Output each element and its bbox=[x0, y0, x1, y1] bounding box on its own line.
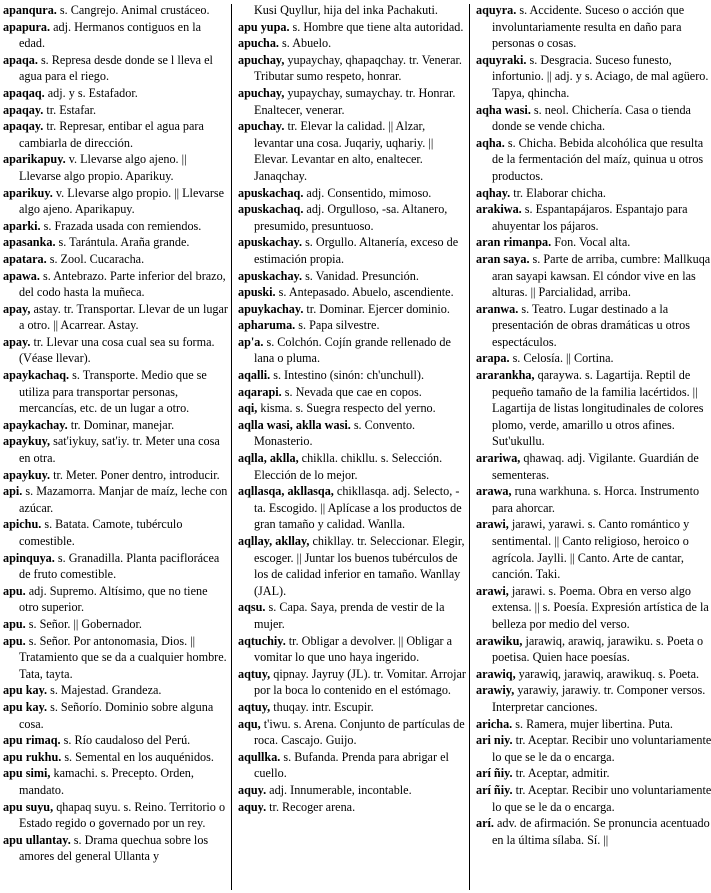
entry-definition: qaraywa. s. Lagartija. Reptil de pequeño tamaño de la familia lacértidos. || Lagartija de listas longitudinales de colores plomo, verde, amarillo u otros afines. Sut'ukullu. bbox=[492, 368, 704, 449]
entry-headword: apharuma. bbox=[238, 318, 296, 333]
dictionary-entry bbox=[238, 599, 467, 632]
entry-definition: tr. Aceptar. Recibir uno voluntariamente lo que se le da o encarga. bbox=[492, 782, 711, 814]
dictionary-entry bbox=[476, 716, 711, 733]
dictionary-entry bbox=[476, 583, 711, 633]
dictionary-entry bbox=[238, 185, 467, 202]
entry-headword: apucha. bbox=[238, 36, 279, 51]
entry-headword: aqha. bbox=[476, 135, 505, 150]
entry-definition: s. Abuelo. bbox=[278, 36, 332, 51]
entry-headword: apuchay. bbox=[238, 119, 285, 134]
dictionary-entry bbox=[3, 118, 229, 151]
entry-definition: qhapaq suyu. s. Reino. Territorio o Estado regido o governado por un rey. bbox=[19, 799, 226, 831]
entry-definition: v. Llevarse algo ajeno. || Llevarse algo propio. Aparikuy. bbox=[19, 152, 187, 183]
entry-definition: adj. Consentido, mimoso. bbox=[303, 185, 432, 200]
dictionary-entry bbox=[3, 732, 229, 749]
dictionary-entry bbox=[238, 400, 467, 417]
entry-headword: apinquya. bbox=[3, 550, 55, 565]
entry-definition: s. Accidente. Suceso o acción que involuntariamente resulta en daño para personas o cosas. bbox=[492, 3, 685, 51]
dictionary-entry bbox=[476, 251, 711, 301]
dictionary-entry bbox=[3, 616, 229, 633]
entry-headword: arí ñiy. bbox=[476, 782, 513, 797]
dictionary-entry bbox=[476, 765, 711, 782]
column-left bbox=[3, 2, 229, 893]
entry-headword: apay. bbox=[3, 334, 31, 349]
dictionary-entry bbox=[238, 19, 467, 36]
entry-definition: s. Colchón. Cojín grande rellenado de lana o pluma. bbox=[254, 334, 451, 366]
entry-definition: qipnay. Jayruy (JL). tr. Vomitar. Arrojar por la boca lo contenido en el estómago. bbox=[254, 666, 466, 698]
column-middle bbox=[234, 2, 467, 893]
entry-headword: aqllasqa, akllasqa, bbox=[238, 484, 334, 499]
dictionary-entry bbox=[476, 301, 711, 351]
dictionary-entry bbox=[238, 450, 467, 483]
entry-headword: apawa. bbox=[3, 268, 40, 283]
entry-headword: arawi, bbox=[476, 517, 509, 532]
dictionary-entry bbox=[476, 367, 711, 450]
entry-headword: ap'a. bbox=[238, 334, 264, 349]
dictionary-entry bbox=[238, 666, 467, 699]
dictionary-entry bbox=[3, 234, 229, 251]
dictionary-entry bbox=[238, 284, 467, 301]
entry-definition: adj. Innumerable, incontable. bbox=[266, 782, 412, 797]
dictionary-entry bbox=[3, 2, 229, 19]
entry-definition: s. Celosía. || Cortina. bbox=[509, 351, 614, 366]
entry-definition: tr. Estafar. bbox=[43, 102, 97, 117]
entry-headword: apu. bbox=[3, 583, 26, 598]
dictionary-entry bbox=[238, 799, 467, 816]
entry-headword: aquy. bbox=[238, 799, 267, 814]
dictionary-entry bbox=[238, 301, 467, 318]
entry-definition: tr. Dominar, manejar. bbox=[67, 417, 175, 432]
entry-headword: arapa. bbox=[476, 351, 510, 366]
dictionary-entry bbox=[3, 699, 229, 732]
entry-headword: aqu, bbox=[238, 716, 261, 731]
entry-definition: adj. Supremo. Altísimo, que no tiene otro superior. bbox=[19, 583, 208, 615]
entry-definition: s. Semental en los auquénidos. bbox=[61, 749, 214, 764]
dictionary-entry bbox=[238, 384, 467, 401]
entry-definition: tr. Meter. Poner dentro, introducir. bbox=[50, 467, 220, 482]
dictionary-entry bbox=[238, 483, 467, 533]
dictionary-entry bbox=[3, 417, 229, 434]
entry-headword: ari niy. bbox=[476, 733, 513, 748]
entry-headword: apuski. bbox=[238, 285, 276, 300]
entry-headword: aqullka. bbox=[238, 749, 281, 764]
entry-definition: s. Granadilla. Planta paciflorácea de fruto comestible. bbox=[19, 550, 220, 582]
entry-headword: aparki. bbox=[3, 218, 41, 233]
dictionary-entry bbox=[238, 699, 467, 716]
dictionary-entry bbox=[3, 185, 229, 218]
entry-definition: s. Zool. Cucaracha. bbox=[46, 251, 145, 266]
entry-definition: s. Bufanda. Prenda para abrigar el cuello. bbox=[254, 749, 449, 781]
entry-headword: apaqa. bbox=[3, 52, 38, 67]
dictionary-entry bbox=[476, 350, 711, 367]
dictionary-entry bbox=[3, 151, 229, 184]
dictionary-entry bbox=[3, 483, 229, 516]
entry-headword: apaykuy, bbox=[3, 434, 51, 449]
entry-headword: arariwa, bbox=[476, 451, 521, 466]
entry-headword: apaykuy. bbox=[3, 467, 51, 482]
dictionary-entry bbox=[238, 234, 467, 267]
entry-headword: apuchay, bbox=[238, 85, 285, 100]
entry-headword: apu. bbox=[3, 633, 26, 648]
entry-definition: adv. de afirmación. Se pronuncia acentuado en la última sílaba. Sí. || bbox=[492, 816, 710, 847]
entry-headword: arawa, bbox=[476, 484, 512, 499]
dictionary-entry bbox=[3, 218, 229, 235]
entry-headword: aqarapi. bbox=[238, 384, 282, 399]
dictionary-entry bbox=[476, 102, 711, 135]
entry-definition: yupaychay, sumaychay. tr. Honrar. Enaltecer, venerar. bbox=[254, 85, 456, 117]
entry-definition: chikllasqa. adj. Selecto, -ta. Escogido. || Aplícase a los productos de gran tamaño y calidad. Wanlla. bbox=[254, 484, 462, 532]
dictionary-entry bbox=[238, 533, 467, 599]
entry-definition: s. Frazada usada con remiendos. bbox=[40, 218, 202, 233]
dictionary-entry bbox=[238, 417, 467, 450]
entry-definition: jarawiq, arawiq, jarawiku. s. Poeta o poetisa. Quien hace poesías. bbox=[492, 633, 704, 665]
entry-headword: aran rimanpa. bbox=[476, 235, 552, 250]
dictionary-entry bbox=[3, 268, 229, 301]
entry-headword: apasanka. bbox=[3, 235, 56, 250]
dictionary-entry bbox=[476, 516, 711, 582]
dictionary-entry bbox=[238, 367, 467, 384]
entry-headword: apu kay. bbox=[3, 683, 48, 698]
entry-headword: apu rimaq. bbox=[3, 733, 61, 748]
entry-headword: aqhay. bbox=[476, 185, 511, 200]
entry-headword: apu rukhu. bbox=[3, 749, 62, 764]
dictionary-entry bbox=[476, 782, 711, 815]
entry-definition: s. Chicha. Bebida alcohólica que resulta de la fermentación del maíz, quinua u otros productos. bbox=[492, 135, 704, 183]
entry-definition: kisma. s. Suegra respecto del yerno. bbox=[257, 401, 436, 416]
dictionary-entry bbox=[238, 85, 467, 118]
entry-definition: astay. tr. Transportar. Llevar de un lugar a otro. || Acarrear. Astay. bbox=[19, 301, 228, 333]
entry-headword: apuykachay. bbox=[238, 301, 304, 316]
entry-definition: s. Majestad. Grandeza. bbox=[47, 683, 162, 698]
entry-definition: kamachi. s. Precepto. Orden, mandato. bbox=[19, 766, 194, 797]
entry-definition: tr. Elevar la calidad. || Alzar, levantar una cosa. Juqariy, uqhariy. || Elevar. Levantar en alto, enaltecer. Janaqchay. bbox=[254, 119, 434, 183]
column-divider bbox=[231, 4, 232, 890]
dictionary-entry bbox=[238, 52, 467, 85]
entry-headword: apuskachay. bbox=[238, 235, 303, 250]
dictionary-entry bbox=[3, 85, 229, 102]
dictionary-entry bbox=[476, 815, 711, 848]
entry-definition: jarawi, yarawi. s. Canto romántico y sentimental. || Canto religioso, heroico o agrícola. Jaylli. || Canto. Arte de cantar, canción. Taki. bbox=[492, 517, 690, 582]
entry-headword: aqalli. bbox=[238, 368, 271, 383]
entry-headword: aqtuy, bbox=[238, 666, 271, 681]
dictionary-entry bbox=[3, 583, 229, 616]
entry-headword: apuskachaq. bbox=[238, 185, 304, 200]
dictionary-entry bbox=[3, 550, 229, 583]
entry-definition: s. Ramera, mujer libertina. Puta. bbox=[512, 716, 673, 731]
entry-definition: s. Intestino (sinón: ch'unchull). bbox=[270, 368, 425, 383]
entry-headword: apaqay. bbox=[3, 102, 44, 117]
dictionary-entry bbox=[3, 251, 229, 268]
entry-definition: Fon. Vocal alta. bbox=[551, 235, 631, 250]
dictionary-entry bbox=[3, 467, 229, 484]
dictionary-entry bbox=[238, 118, 467, 184]
dictionary-entry bbox=[238, 317, 467, 334]
entry-definition: t'iwu. s. Arena. Conjunto de partículas de roca. Cascajo. Guijo. bbox=[254, 716, 465, 748]
entry-definition: s. Capa. Saya, prenda de vestir de la mujer. bbox=[254, 600, 445, 631]
entry-definition: s. Hombre que tiene alta autoridad. bbox=[289, 19, 464, 34]
dictionary-entry bbox=[238, 35, 467, 52]
entry-definition: s. Río caudaloso del Perú. bbox=[60, 733, 191, 748]
dictionary-entry bbox=[3, 633, 229, 683]
entry-headword: aqllay, akllay, bbox=[238, 534, 310, 548]
entry-headword: arawiy, bbox=[476, 683, 515, 698]
entry-definition: tr. Represar, entibar el agua para cambiarla de dirección. bbox=[19, 119, 204, 150]
entry-definition: s. Orgullo. Altanería, exceso de estimación propia. bbox=[254, 235, 459, 266]
dictionary-entry bbox=[3, 367, 229, 417]
entry-headword: aquy. bbox=[238, 782, 267, 797]
entry-definition: s. Papa silvestre. bbox=[295, 318, 380, 333]
entry-headword: aranwa. bbox=[476, 301, 519, 316]
entry-definition: s. Convento. Monasterio. bbox=[254, 417, 416, 449]
dictionary-entry bbox=[3, 765, 229, 798]
entry-definition: s. Señorío. Dominio sobre alguna cosa. bbox=[19, 699, 214, 731]
dictionary-entry bbox=[476, 666, 711, 683]
entry-definition: adj. Hermanos contiguos en la edad. bbox=[19, 19, 202, 51]
dictionary-entry bbox=[238, 2, 467, 19]
entry-definition: tr. Aceptar. Recibir uno voluntariamente lo que se le da o encarga. bbox=[492, 733, 711, 764]
dictionary-entry bbox=[476, 483, 711, 516]
entry-definition: v. Llevarse algo propio. || Llevarse algo ajeno. Aparikapuy. bbox=[19, 185, 225, 217]
entry-headword: apapura. bbox=[3, 19, 51, 34]
entry-definition: s. Parte de arriba, cumbre: Mallkuqa aran sayapi kawsan. El cóndor vive en las alturas. || Parcialidad, arriba. bbox=[492, 251, 711, 300]
entry-headword: aparikuy. bbox=[3, 185, 53, 200]
entry-headword: apu kay. bbox=[3, 699, 48, 714]
entry-headword: api. bbox=[3, 484, 23, 499]
entry-headword: aran saya. bbox=[476, 251, 530, 266]
entry-headword: aparikapuy. bbox=[3, 152, 66, 167]
dictionary-entry bbox=[3, 301, 229, 334]
entry-headword: apuskachay. bbox=[238, 268, 303, 283]
entry-headword: apuskachaq. bbox=[238, 202, 304, 217]
entry-headword: apu. bbox=[3, 616, 26, 631]
entry-definition: adj. Orgulloso, -sa. Altanero, presumido, presuntuoso. bbox=[254, 202, 448, 233]
dictionary-entry bbox=[476, 633, 711, 666]
dictionary-entry bbox=[238, 782, 467, 799]
entry-headword: arawiq, bbox=[476, 666, 516, 681]
entry-definition: s. Espantapájaros. Espantajo para ahuyentar los pájaros. bbox=[492, 202, 688, 233]
entry-definition: tr. Elaborar chicha. bbox=[510, 185, 606, 200]
entry-headword: aqi, bbox=[238, 401, 258, 416]
entry-definition: s. Señor. Por antonomasia, Dios. || Tratamiento que se da a cualquier hombre. Tata, tayta. bbox=[19, 633, 227, 681]
entry-headword: ararankha, bbox=[476, 368, 535, 383]
entry-headword: arawiku, bbox=[476, 633, 523, 648]
entry-definition: Kusi Quyllur, hija del inka Pachakuti. bbox=[254, 3, 438, 17]
entry-headword: aqsu. bbox=[238, 600, 266, 615]
entry-headword: apu suyu, bbox=[3, 799, 54, 814]
entry-definition: yarawiq, jarawiq, arawikuq. s. Poeta. bbox=[515, 666, 700, 681]
dictionary-entry bbox=[3, 799, 229, 832]
dictionary-entry bbox=[476, 234, 711, 251]
entry-definition: tr. Llevar una cosa cual sea su forma. (Véase llevar). bbox=[19, 334, 215, 366]
entry-headword: aricha. bbox=[476, 716, 513, 731]
entry-definition: s. Drama quechua sobre los amores del general Ullanta y bbox=[19, 832, 209, 864]
dictionary-entry bbox=[238, 201, 467, 234]
entry-headword: aqlla, aklla, bbox=[238, 451, 299, 466]
column-divider bbox=[469, 4, 470, 890]
entry-definition: s. Antepasado. Abuelo, ascendiente. bbox=[275, 285, 454, 300]
entry-definition: chiklla. chikllu. s. Selección. Elección de lo mejor. bbox=[254, 451, 443, 482]
dictionary-entry bbox=[3, 749, 229, 766]
entry-headword: apatara. bbox=[3, 251, 47, 266]
dictionary-entry bbox=[238, 268, 467, 285]
dictionary-entry bbox=[3, 682, 229, 699]
entry-headword: apaqay. bbox=[3, 119, 44, 134]
column-right bbox=[472, 2, 711, 893]
dictionary-entry bbox=[476, 2, 711, 52]
entry-headword: arawi, bbox=[476, 583, 509, 598]
dictionary-entry bbox=[476, 450, 711, 483]
entry-headword: aqtuchiy. bbox=[238, 633, 286, 648]
dictionary-entry bbox=[3, 334, 229, 367]
entry-definition: yarawiy, jarawiy. tr. Componer versos. Interpretar canciones. bbox=[492, 683, 706, 714]
entry-definition: s. neol. Chichería. Casa o tienda donde se vende chicha. bbox=[492, 102, 691, 134]
entry-headword: apu yupa. bbox=[238, 19, 290, 34]
entry-headword: apaqaq. bbox=[3, 85, 45, 100]
dictionary-entry bbox=[476, 732, 711, 765]
entry-definition: s. Desgracia. Suceso funesto, infortunio. || adj. y s. Aciago, de mal agüero. Tapya, qhincha. bbox=[492, 52, 709, 100]
entry-definition: s. Vanidad. Presunción. bbox=[302, 268, 419, 283]
entry-definition: s. Cangrejo. Animal crustáceo. bbox=[56, 3, 210, 17]
entry-headword: apuchay, bbox=[238, 52, 285, 67]
entry-definition: s. Antebrazo. Parte inferior del brazo, del codo hasta la muñeca. bbox=[19, 268, 226, 300]
dictionary-entry bbox=[476, 185, 711, 202]
entry-headword: apu simi, bbox=[3, 766, 51, 781]
dictionary-entry bbox=[3, 516, 229, 549]
entry-definition: runa warkhuna. s. Horca. Instrumento para ahorcar. bbox=[492, 484, 700, 515]
entry-definition: chikllay. tr. Seleccionar. Elegir, escoger. || Juntar los buenos tubérculos de los de calidad inferior en tamaño. Wanllay (JAL). bbox=[254, 534, 465, 598]
entry-headword: arí. bbox=[476, 816, 494, 831]
entry-definition: sat'iykuy, sat'iy. tr. Meter una cosa en otra. bbox=[19, 434, 220, 466]
entry-definition: s. Nevada que cae en copos. bbox=[281, 384, 422, 399]
entry-definition: s. Represa desde donde se l lleva el agua para el riego. bbox=[19, 52, 213, 84]
dictionary-entry bbox=[238, 749, 467, 782]
entry-definition: tr. Recoger arena. bbox=[266, 799, 356, 814]
dictionary-entry bbox=[3, 52, 229, 85]
entry-headword: arí ñiy. bbox=[476, 766, 513, 781]
dictionary-entry bbox=[238, 334, 467, 367]
entry-definition: s. Teatro. Lugar destinado a la presentación de obras dramáticas u otros espectáculos. bbox=[492, 301, 690, 349]
entry-headword: apaykachay. bbox=[3, 417, 68, 432]
entry-definition: tr. Dominar. Ejercer dominio. bbox=[303, 301, 450, 316]
entry-definition: tr. Obligar a devolver. || Obligar a vomitar lo que uno haya ingerido. bbox=[254, 633, 453, 665]
entry-definition: s. Mazamorra. Manjar de maíz, leche con azúcar. bbox=[19, 484, 228, 515]
dictionary-entry bbox=[238, 716, 467, 749]
entry-definition: tr. Aceptar, admitir. bbox=[512, 766, 610, 781]
entry-headword: aqha wasi. bbox=[476, 102, 531, 117]
entry-headword: apanqura. bbox=[3, 3, 57, 17]
entry-headword: aquyra. bbox=[476, 3, 517, 17]
entry-headword: apay, bbox=[3, 301, 31, 316]
entry-definition: s. Tarántula. Araña grande. bbox=[55, 235, 190, 250]
entry-headword: apaykachaq. bbox=[3, 368, 70, 383]
dictionary-entry bbox=[476, 201, 711, 234]
dictionary-entry bbox=[3, 433, 229, 466]
dictionary-entry bbox=[3, 102, 229, 119]
entry-definition: jarawi. s. Poema. Obra en verso algo extensa. || s. Poesía. Expresión artística de la belleza por medio del verso. bbox=[492, 583, 709, 631]
entry-definition: thuqay. intr. Escupir. bbox=[270, 699, 374, 714]
dictionary-entry bbox=[476, 135, 711, 185]
entry-definition: yupaychay, qhapaqchay. tr. Venerar. Tributar sumo respeto, honrar. bbox=[254, 52, 462, 84]
entry-definition: adj. y s. Estafador. bbox=[44, 85, 138, 100]
entry-definition: s. Transporte. Medio que se utiliza para transportar personas, mercancías, etc. de un lugar a otro. bbox=[19, 368, 207, 416]
dictionary-entry bbox=[476, 52, 711, 102]
dictionary-entry bbox=[3, 832, 229, 865]
entry-headword: arakiwa. bbox=[476, 202, 522, 217]
dictionary-entry bbox=[3, 19, 229, 52]
entry-headword: apichu. bbox=[3, 517, 42, 532]
entry-headword: apu ullantay. bbox=[3, 832, 71, 847]
entry-definition: s. Señor. || Gobernador. bbox=[25, 616, 142, 631]
entry-headword: aquyraki. bbox=[476, 52, 527, 67]
dictionary-entry bbox=[476, 682, 711, 715]
entry-headword: aqtuy, bbox=[238, 699, 271, 714]
entry-definition: qhawaq. adj. Vigilante. Guardián de sementeras. bbox=[492, 451, 699, 482]
entry-definition: s. Batata. Camote, tubérculo comestible. bbox=[19, 517, 183, 548]
entry-headword: aqlla wasi, aklla wasi. bbox=[238, 417, 351, 432]
dictionary-entry bbox=[238, 633, 467, 666]
